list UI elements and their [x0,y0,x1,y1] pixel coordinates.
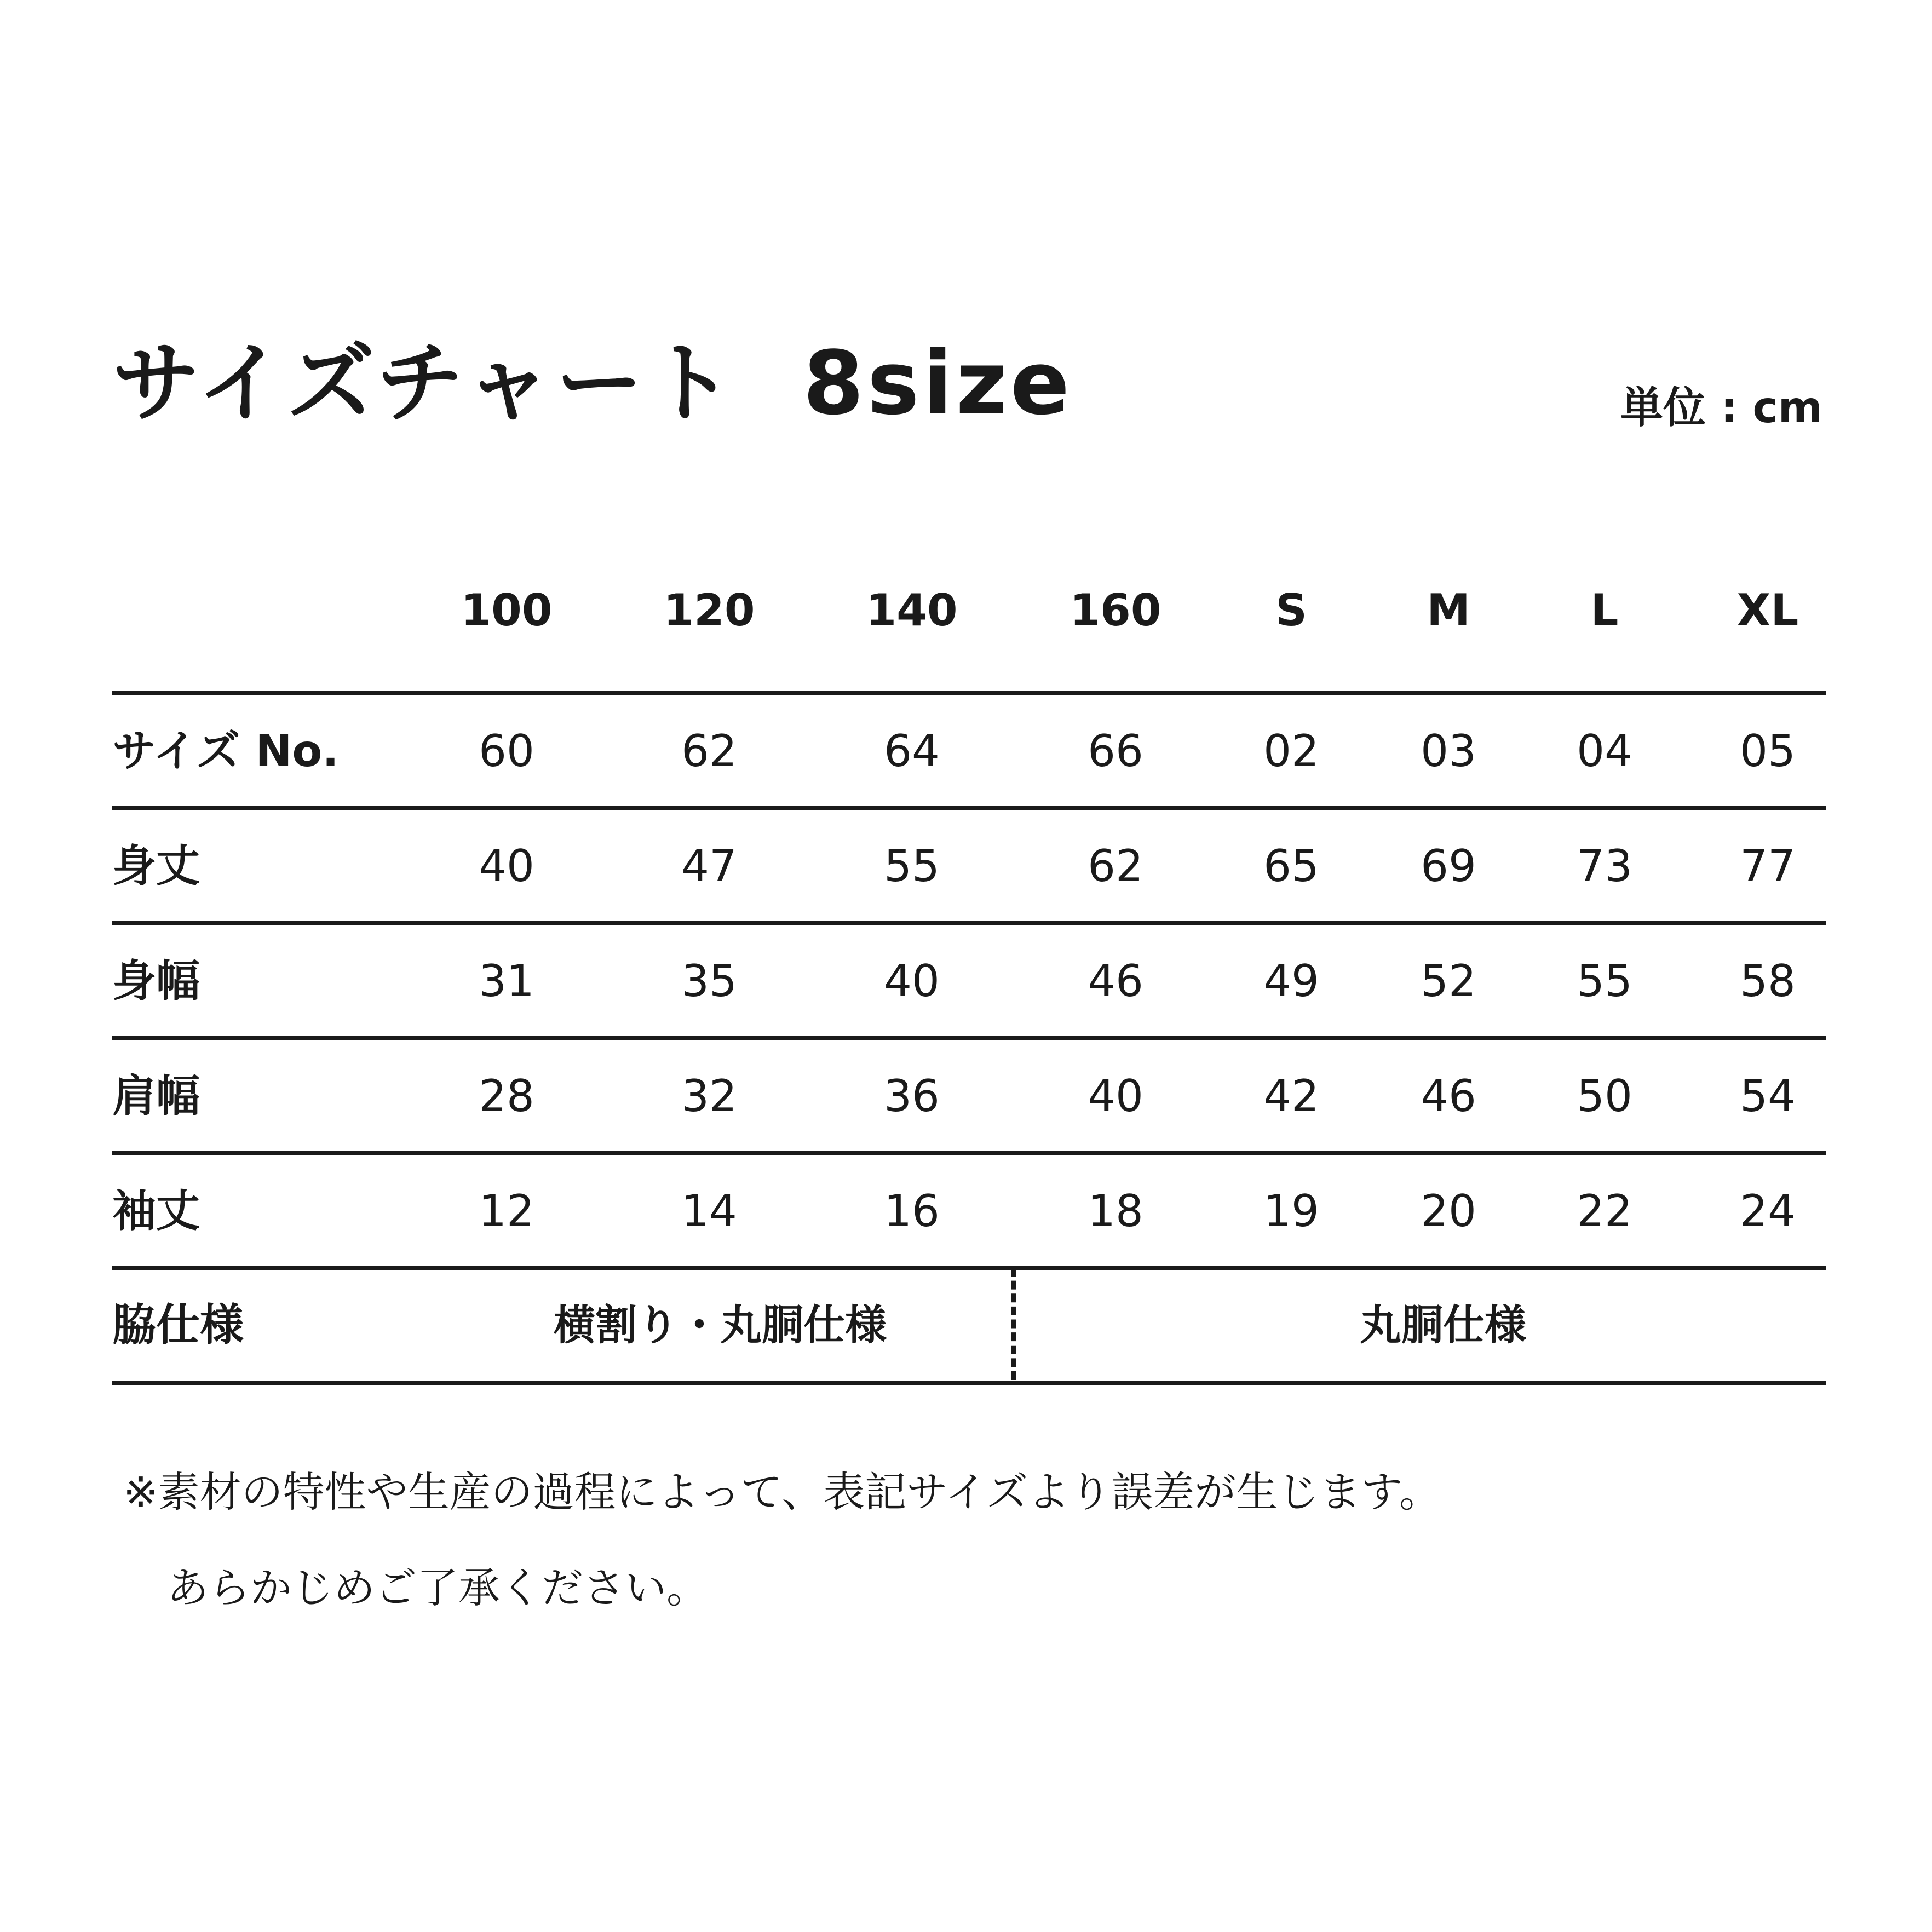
table-divider [112,921,1826,925]
table-cell: 22 [1577,1186,1632,1237]
footnote: あらかじめご了承ください。 [167,1563,708,1612]
row-label: 袖丈 [112,1186,200,1237]
table-cell: 35 [681,956,737,1007]
table-cell: 55 [884,841,940,892]
table-cell: 65 [1263,841,1319,892]
column-header: XL [1737,585,1799,636]
row-label-side-spec: 脇仕様 [112,1300,244,1350]
table-cell: 31 [479,956,534,1007]
table-cell: 16 [884,1186,940,1237]
column-header: 160 [1070,585,1162,636]
table-cell: 36 [884,1071,940,1122]
table-cell: 58 [1740,956,1796,1007]
table-cell: 55 [1577,956,1632,1007]
dashed-separator [1011,1268,1016,1380]
table-cell: 40 [1088,1071,1143,1122]
column-header: M [1427,585,1470,636]
table-divider [112,691,1826,695]
table-cell: 46 [1088,956,1143,1007]
row-label: 身幅 [112,956,200,1007]
table-cell: 04 [1577,726,1632,777]
table-cell: 42 [1263,1071,1319,1122]
side-spec-kids: 横割り・丸胴仕様 [554,1301,887,1349]
column-header: 100 [461,585,553,636]
table-divider [112,1381,1826,1385]
column-header: S [1275,585,1307,636]
row-label: 肩幅 [112,1071,200,1122]
table-divider [112,1151,1826,1155]
column-header: 140 [866,585,958,636]
table-cell: 50 [1577,1071,1632,1122]
table-cell: 24 [1740,1186,1796,1237]
title-size-count: 8size [803,332,1073,434]
table-cell: 20 [1421,1186,1476,1237]
row-label: サイズ No. [112,726,339,777]
table-cell: 12 [479,1186,534,1237]
row-label: 身丈 [112,841,200,892]
table-cell: 19 [1263,1186,1319,1237]
table-divider [112,1036,1826,1040]
table-cell: 02 [1263,726,1319,777]
table-cell: 05 [1740,726,1796,777]
table-cell: 28 [479,1071,534,1122]
table-divider [112,1266,1826,1270]
table-cell: 32 [681,1071,737,1122]
footnote: ※素材の特性や生産の過程によって、表記サイズより誤差が生じます。 [123,1468,1441,1516]
column-header: 120 [663,585,755,636]
title-main: サイズチャート [112,332,738,434]
table-cell: 66 [1088,726,1143,777]
table-cell: 73 [1577,841,1632,892]
table-cell: 69 [1421,841,1476,892]
table-cell: 54 [1740,1071,1796,1122]
table-cell: 52 [1421,956,1476,1007]
table-cell: 49 [1263,956,1319,1007]
table-cell: 14 [681,1186,737,1237]
table-cell: 77 [1740,841,1796,892]
table-cell: 64 [884,726,940,777]
column-header: L [1590,585,1619,636]
table-cell: 60 [479,726,534,777]
table-cell: 62 [1088,841,1143,892]
page-title [112,329,1073,438]
table-cell: 40 [884,956,940,1007]
table-cell: 18 [1088,1186,1143,1237]
table-cell: 40 [479,841,534,892]
table-divider [112,806,1826,810]
table-cell: 03 [1421,726,1476,777]
side-spec-adult: 丸胴仕様 [1360,1301,1526,1349]
table-cell: 62 [681,726,737,777]
unit-label: 単位 : cm [1620,383,1822,433]
table-cell: 46 [1421,1071,1476,1122]
table-cell: 47 [681,841,737,892]
